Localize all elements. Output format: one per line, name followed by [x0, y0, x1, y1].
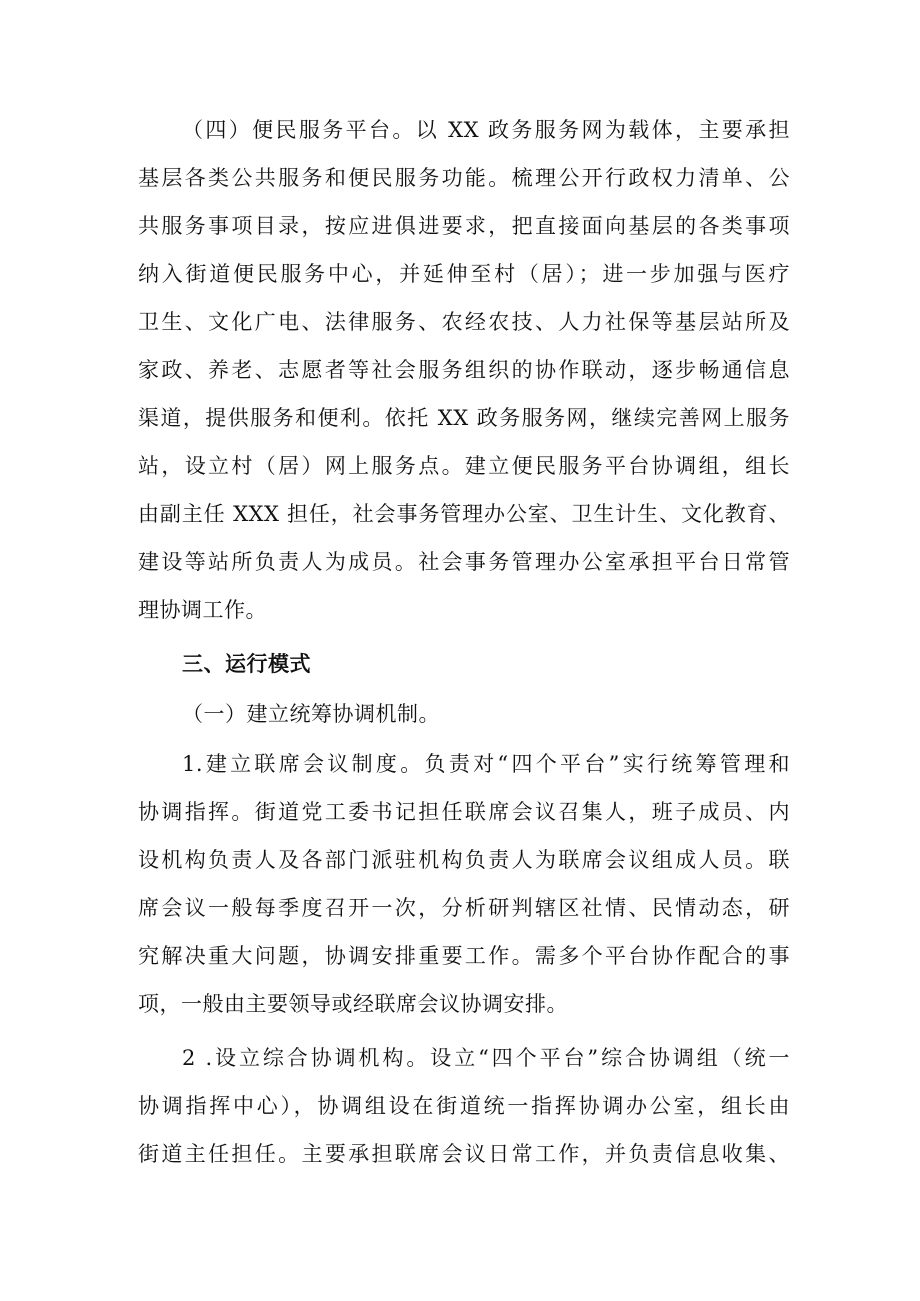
paragraph-line: 家政、养老、志愿者等社会服务组织的协作联动，逐步畅通信息 [138, 358, 790, 382]
paragraph-line: 设机构负责人及各部门派驻机构负责人为联席会议组成人员。联 [138, 848, 790, 872]
paragraph-line: 项，一般由主要领导或经联席会议协调安排。 [138, 992, 568, 1016]
paragraph-line: 协调指挥。街道党工委书记担任联席会议召集人，班子成员、内 [138, 800, 790, 824]
paragraph-line: 理协调工作。 [138, 598, 267, 622]
paragraph-line: 建设等站所负责人为成员。社会事务管理办公室承担平台日常管 [138, 550, 790, 574]
paragraph-line: 究解决重大问题，协调安排重要工作。需多个平台协作配合的事 [138, 944, 790, 968]
paragraph-line: 2 .设立综合协调机构。设立“四个平台”综合协调组（统一 [182, 1046, 790, 1070]
section-heading: 三、运行模式 [182, 652, 311, 676]
paragraph-line: （四）便民服务平台。以 XX 政务服务网为载体，主要承担 [182, 118, 790, 142]
paragraph-line: 站，设立村（居）网上服务点。建立便民服务平台协调组，组长 [138, 454, 790, 478]
paragraph-line: 共服务事项目录，按应进俱进要求，把直接面向基层的各类事项 [138, 214, 790, 238]
paragraph-line: 由副主任 XXX 担任，社会事务管理办公室、卫生计生、文化教育、 [138, 502, 790, 526]
paragraph-line: 席会议一般每季度召开一次，分析研判辖区社情、民情动态，研 [138, 896, 790, 920]
paragraph-line: 卫生、文化广电、法律服务、农经农技、人力社保等基层站所及 [138, 310, 790, 334]
paragraph-line: 渠道，提供服务和便利。依托 XX 政务服务网，继续完善网上服务 [138, 406, 790, 430]
subsection-title: （一）建立统筹协调机制。 [182, 702, 440, 726]
paragraph-line: 1.建立联席会议制度。负责对“四个平台”实行统筹管理和 [182, 752, 790, 776]
paragraph-line: 街道主任担任。主要承担联席会议日常工作，并负责信息收集、 [138, 1142, 790, 1166]
paragraph-line: 纳入街道便民服务中心，并延伸至村（居）；进一步加强与医疗 [138, 262, 790, 286]
paragraph-line: 基层各类公共服务和便民服务功能。梳理公开行政权力清单、公 [138, 166, 790, 190]
paragraph-line: 协调指挥中心），协调组设在街道统一指挥协调办公室，组长由 [138, 1094, 790, 1118]
